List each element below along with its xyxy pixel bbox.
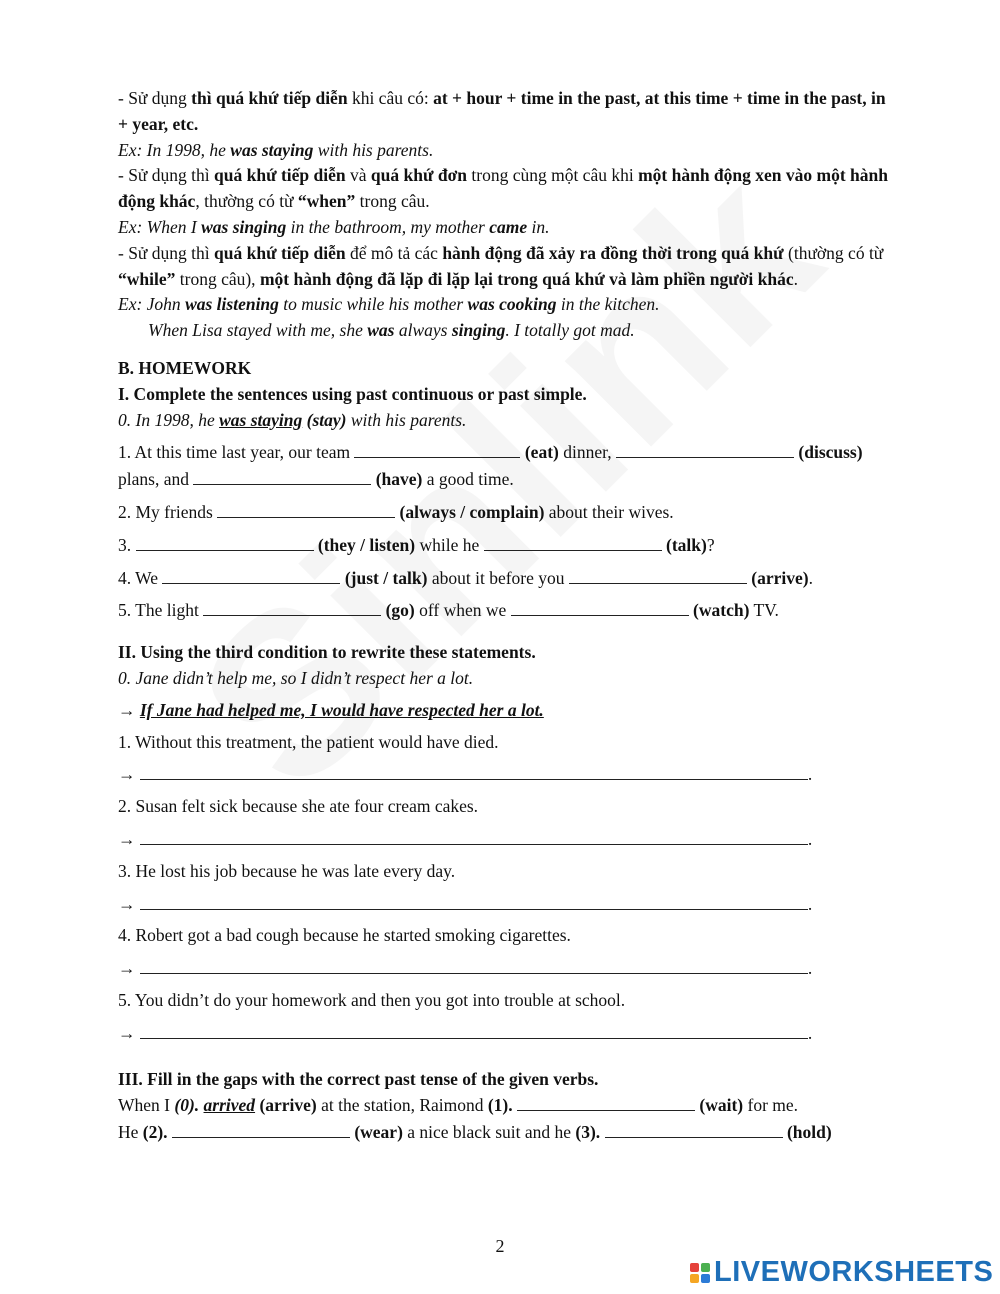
- answer-line-input[interactable]: [140, 891, 808, 910]
- section-2-title: II. Using the third condition to rewrite these statements.: [118, 642, 536, 663]
- theory-example-1: Ex: In 1998, he was staying with his parents.: [118, 139, 434, 160]
- section-2-example-answer: → If Jane had helped me, I would have respected her a lot.: [118, 699, 544, 720]
- homework-title: B. HOMEWORK: [118, 357, 252, 378]
- blank-input[interactable]: [136, 532, 314, 551]
- blank-input[interactable]: [511, 597, 689, 616]
- s1-question-3: 3. (they / listen) while he (talk)?: [118, 532, 888, 559]
- theory-example-4: When Lisa stayed with me, she was always singing. I totally got mad.: [148, 320, 635, 341]
- blank-input[interactable]: [203, 597, 381, 616]
- blank-input[interactable]: [162, 565, 340, 584]
- s3-paragraph-line-1: When I (0). arrived (arrive) at the station, Raimond (1). (wait) for me.: [118, 1092, 888, 1119]
- arrow-icon: →: [118, 1022, 136, 1043]
- blank-input[interactable]: [569, 565, 747, 584]
- s2-answer-row-3: → .: [118, 891, 888, 918]
- s2-answer-row-5: → .: [118, 1020, 888, 1047]
- worksheet-page: [118, 86, 888, 1146]
- arrow-icon: →: [118, 828, 136, 849]
- blank-input[interactable]: [517, 1092, 695, 1111]
- section-3-title: III. Fill in the gaps with the correct past tense of the given verbs.: [118, 1068, 599, 1089]
- s1-question-1: 1. At this time last year, our team (eat) dinner, (discuss) plans, and (have) a good time.: [118, 439, 888, 493]
- s1-question-2: 2. My friends (always / complain) about their wives.: [118, 499, 888, 526]
- answer-line-input[interactable]: [140, 955, 808, 974]
- logo-grid-icon: [690, 1263, 710, 1283]
- answer-line-input[interactable]: [140, 826, 808, 845]
- blank-input[interactable]: [616, 439, 794, 458]
- s2-answer-row-2: → .: [118, 826, 888, 853]
- s2-question-3: 3. He lost his job because he was late every day.: [118, 860, 456, 881]
- blank-input[interactable]: [354, 439, 520, 458]
- s1-question-4: 4. We (just / talk) about it before you (arrive).: [118, 565, 888, 592]
- s2-question-5: 5. You didn’t do your homework and then you got into trouble at school.: [118, 989, 626, 1010]
- s3-paragraph-line-2: He (2). (wear) a nice black suit and he (3). (hold): [118, 1119, 888, 1146]
- blank-input[interactable]: [605, 1119, 783, 1138]
- theory-example-3: Ex: John was listening to music while his mother was cooking in the kitchen.: [118, 294, 660, 315]
- s2-answer-row-4: → .: [118, 955, 888, 982]
- arrow-icon: →: [118, 893, 136, 914]
- blank-input[interactable]: [193, 466, 371, 485]
- s2-question-1: 1. Without this treatment, the patient would have died.: [118, 731, 499, 752]
- section-1-title: I. Complete the sentences using past continuous or past simple.: [118, 383, 587, 404]
- blank-input[interactable]: [217, 499, 395, 518]
- answer-line-input[interactable]: [140, 1020, 808, 1039]
- section-1-example: 0. In 1998, he was staying (stay) with his parents.: [118, 409, 467, 430]
- theory-rule-1: - Sử dụng thì quá khứ tiếp diễn khi câu có: at + hour + time in the past, at this time + time in the past, in + year, etc.: [118, 88, 886, 134]
- brand-name: LIVEWORKSHEETS: [714, 1256, 994, 1288]
- blank-input[interactable]: [172, 1119, 350, 1138]
- section-2-example: 0. Jane didn’t help me, so I didn’t respect her a lot.: [118, 667, 474, 688]
- arrow-icon: →: [118, 764, 136, 785]
- liveworksheets-logo: [690, 1256, 993, 1289]
- theory-rule-2: - Sử dụng thì quá khứ tiếp diễn và quá khứ đơn trong cùng một câu khi một hành động xen vào một hành động khác, thường có từ “when” trong câu.: [118, 165, 888, 212]
- blank-input[interactable]: [484, 532, 662, 551]
- answer-line-input[interactable]: [140, 761, 808, 780]
- s2-answer-row-1: → .: [118, 761, 888, 788]
- arrow-icon: →: [118, 958, 136, 979]
- arrow-icon: →: [118, 699, 136, 720]
- s2-question-4: 4. Robert got a bad cough because he started smoking cigarettes.: [118, 925, 571, 946]
- page-number: 2: [495, 1236, 505, 1256]
- theory-example-2: Ex: When I was singing in the bathroom, my mother came in.: [118, 216, 550, 237]
- s2-question-2: 2. Susan felt sick because she ate four cream cakes.: [118, 796, 479, 817]
- s1-question-5: 5. The light (go) off when we (watch) TV.: [118, 597, 888, 624]
- theory-rule-3: - Sử dụng thì quá khứ tiếp diễn để mô tả các hành động đã xảy ra đồng thời trong quá khứ (thường có từ “while” trong câu), một hành động đã lặp đi lặp lại trong quá khứ và làm phiền người khác.: [118, 242, 884, 289]
